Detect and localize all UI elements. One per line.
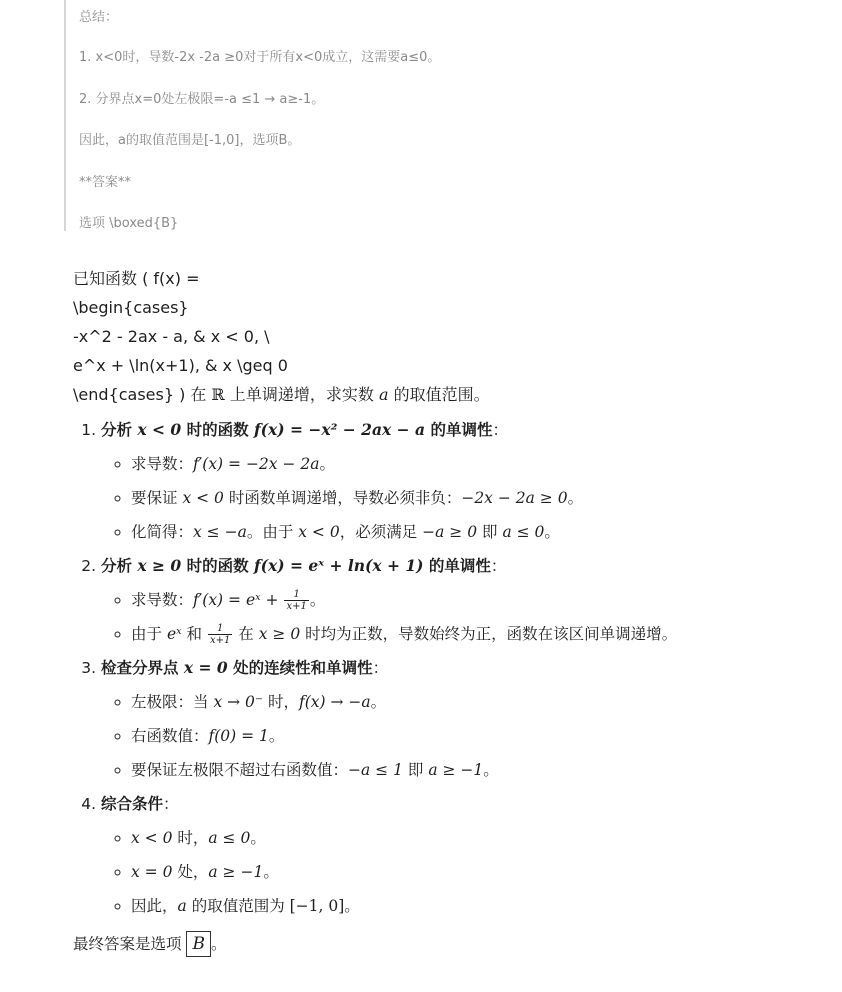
- step-2-positivity: ◦ 由于 eˣ 和 $\frac{1}{x+1}$ 在 x ≥ 0 时均为正数，导数始终为正，函数在该区间单调递增。: [131, 617, 833, 651]
- step-1-simplify: ◦ 化简得：x ≤ −a。由于 x < 0，必须满足 −a ≥ 0 即 a ≤ 0。: [131, 515, 833, 549]
- step-1-derivative: ◦ 求导数：f′(x) = −2x − 2a。: [131, 447, 833, 481]
- summary-point-2: 2. 分界点x=0处左极限=-a ≤1 → a≥-1。: [79, 92, 325, 107]
- step-4-cond-1: ◦ x < 0 时，a ≤ 0。: [131, 821, 833, 855]
- step-1-condition: ◦ 要保证 x < 0 时函数单调递增，导数必须非负：−2x − 2a ≥ 0。: [131, 481, 833, 515]
- step-3: 3. 检查分界点 x = 0 处的连续性和单调性： ◦ 左极限：当 x → 0⁻ 时，f(x) → −a。 ◦ 右函数值：f(0) = 1。 ◦ 要保证左极限不超过右函数值：−a ≤ 1 即 a ≥ −1。: [101, 651, 833, 787]
- step-2: 2. 分析 x ≥ 0 时的函数 f(x) = eˣ + ln(x + 1) 的单调性： ◦ 求导数：f′(x) = eˣ + $\frac{1}{x+1}$ 。 ◦ 由于 eˣ 和 $\frac{1}{x+1}$ 在 x ≥ 0 时均为正数，导数始终为正，函数在该区间单调递增。: [101, 549, 833, 651]
- step-1: 1. 分析 x < 0 时的函数 f(x) = −x² − 2ax − a 的单调性： ◦ 求导数：f′(x) = −2x − 2a。 ◦ 要保证 x < 0 时函数单调递增，导数必须非负：−2x − 2a ≥ 0。 ◦ 化简得：x ≤ −a。由于 x < 0，必须满足 −a ≥ 0 即 a ≤ 0。: [101, 413, 833, 549]
- solution-steps: [73, 413, 833, 923]
- solution-body: [73, 264, 833, 959]
- step-4: 4. 综合条件： ◦ x < 0 时，a ≤ 0。 ◦ x = 0 处，a ≥ −1。 ◦ 因此，a 的取值范围为 [−1, 0]。: [101, 787, 833, 923]
- problem-line-4: e^x + \ln(x+1), & x \geq 0: [73, 356, 288, 375]
- step-3-condition: ◦ 要保证左极限不超过右函数值：−a ≤ 1 即 a ≥ −1。: [131, 753, 833, 787]
- boxed-answer: B: [186, 931, 211, 957]
- problem-line-5: \end{cases} ) 在 ℝ 上单调递增，求实数 a 的取值范围。: [73, 385, 490, 404]
- fraction: $\frac{1}{x+1}$: [286, 589, 307, 612]
- summary-point-1: 1. x<0时，导数-2x -2a ≥0对于所有x<0成立，这需要a≤0。: [79, 50, 441, 65]
- step-2-derivative: ◦ 求导数：f′(x) = eˣ + $\frac{1}{x+1}$ 。: [131, 583, 833, 617]
- summary-heading: 总结：: [79, 10, 119, 25]
- summary-conclusion: 因此，a的取值范围是[-1,0]，选项B。: [79, 133, 301, 148]
- summary-quote: [64, 0, 806, 231]
- problem-line-3: -x^2 - 2ax - a, & x < 0, \: [73, 327, 270, 346]
- fraction: $\frac{1}{x+1}$: [209, 623, 231, 646]
- step-3-right-value: ◦ 右函数值：f(0) = 1。: [131, 719, 833, 753]
- final-answer: 最终答案是选项 B 。: [73, 929, 833, 959]
- step-3-left-limit: ◦ 左极限：当 x → 0⁻ 时，f(x) → −a。: [131, 685, 833, 719]
- reals-symbol: ℝ: [211, 385, 225, 404]
- summary-answer-heading: **答案**: [79, 175, 132, 190]
- problem-line-2: \begin{cases}: [73, 298, 189, 317]
- step-4-range: ◦ 因此，a 的取值范围为 [−1, 0]。: [131, 889, 833, 923]
- summary-answer: 选项 \boxed{B}: [79, 216, 179, 231]
- step-4-cond-2: ◦ x = 0 处，a ≥ −1。: [131, 855, 833, 889]
- problem-line-1: 已知函数 ( f(x) =: [73, 269, 200, 288]
